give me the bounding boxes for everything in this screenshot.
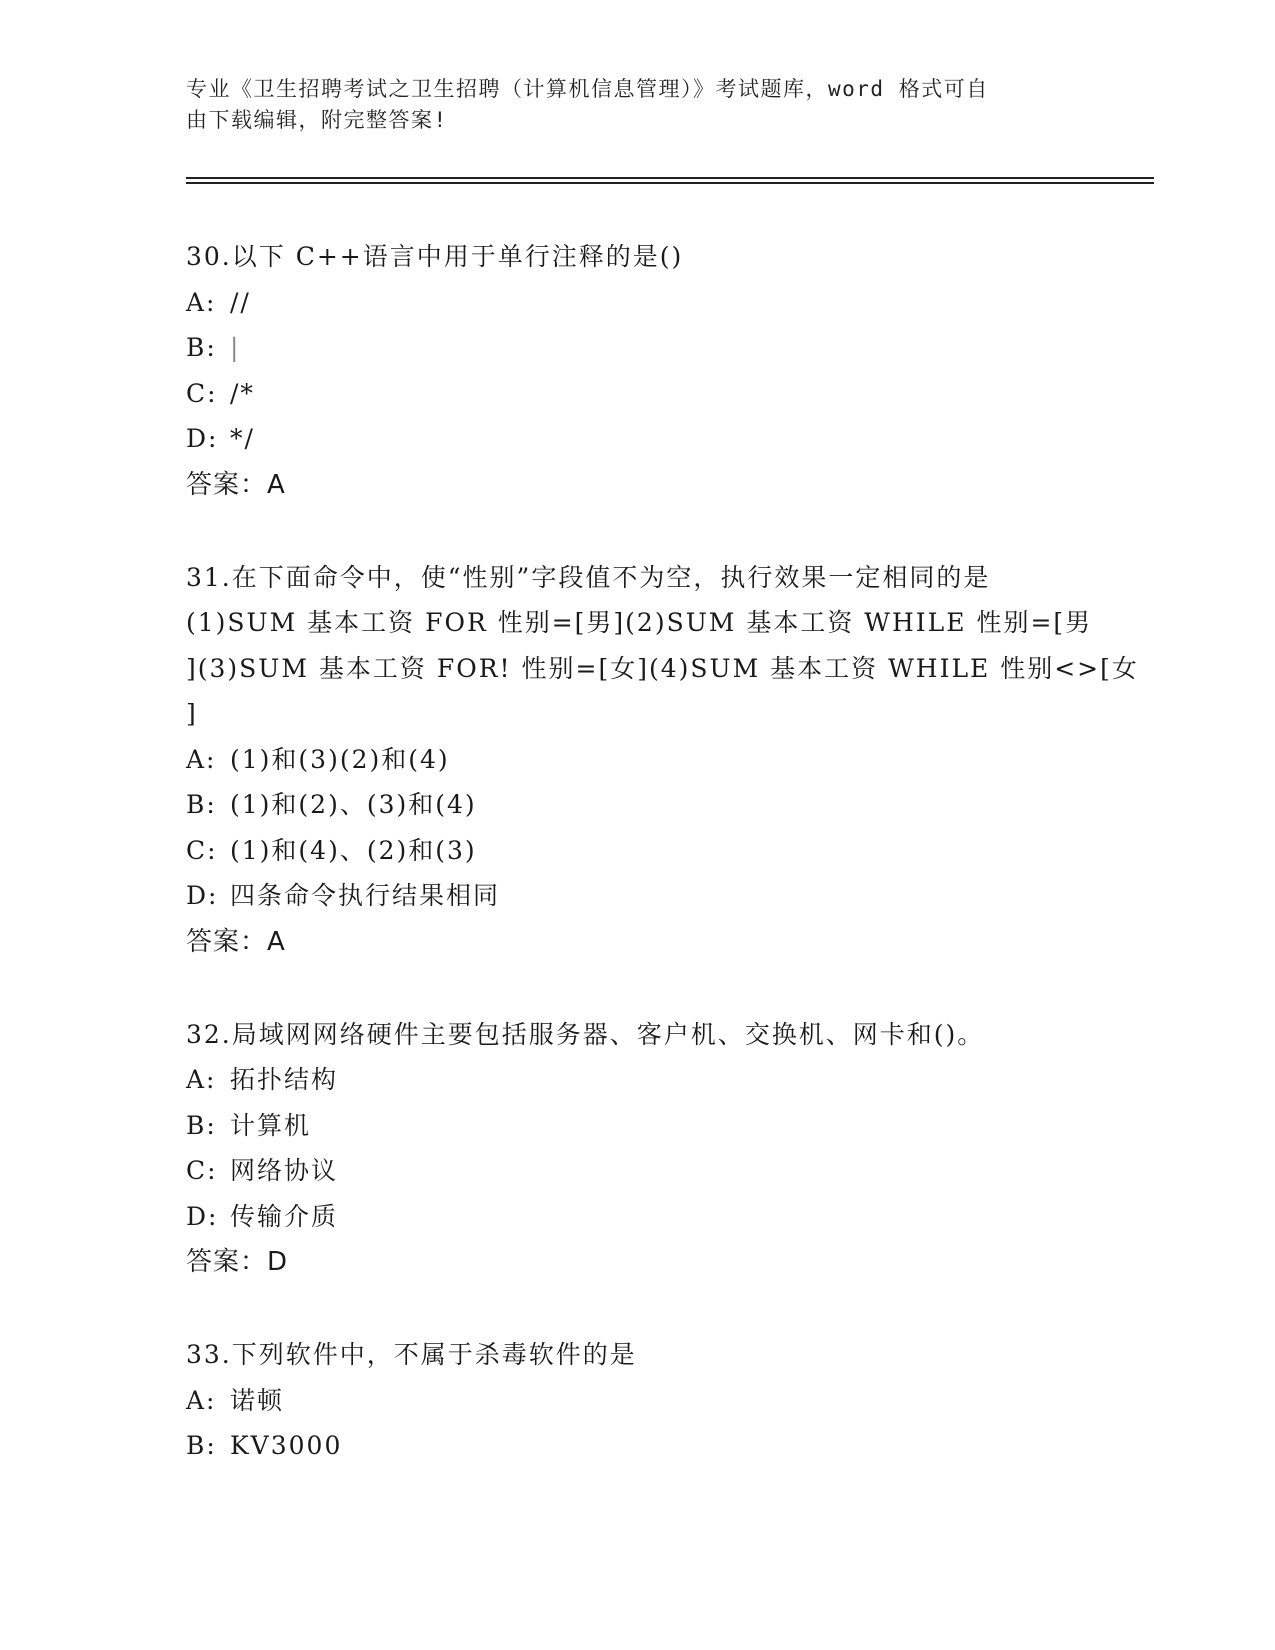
question-line: 33.下列软件中，不属于杀毒软件的是	[186, 1340, 637, 1369]
option-b	[186, 1103, 1086, 1149]
header-line: 专业《卫生招聘考试之卫生招聘（计算机信息管理）》考试题库，word 格式可自	[186, 77, 989, 101]
option-text: (1)和(2)、(3)和(4)	[230, 790, 477, 819]
option-key: C:	[186, 378, 218, 408]
question-line: 31.在下面命令中，使“性别”字段值不为空，执行效果一定相同的是	[186, 562, 991, 592]
option-text: */	[230, 424, 255, 453]
option-b	[186, 782, 1086, 828]
option-key: B:	[186, 790, 217, 819]
question-text	[186, 555, 1139, 737]
option-b	[186, 325, 1086, 371]
option-key: B:	[186, 1431, 217, 1460]
option-a	[186, 280, 1086, 326]
header-line: 由下载编辑，附完整答案!	[186, 108, 448, 132]
option-a	[186, 1057, 1086, 1103]
answer-line: 答案：A	[186, 469, 286, 500]
option-key: D:	[186, 881, 219, 910]
option-d	[186, 1194, 1086, 1240]
question-line: 30.以下 C++语言中用于单行注释的是()	[186, 242, 684, 271]
header-divider-top	[186, 177, 1154, 179]
question-line: ]	[186, 699, 198, 728]
option-a	[186, 1378, 1086, 1424]
question-line: (1)SUM 基本工资 FOR 性别=[男](2)SUM 基本工资 WHILE 性别=[男	[186, 608, 1093, 637]
option-b	[186, 1423, 1086, 1469]
option-a	[186, 737, 1086, 783]
option-key: D:	[186, 424, 219, 453]
answer-line: 答案：A	[186, 926, 286, 957]
option-text: 计算机	[230, 1110, 312, 1140]
option-text: 传输介质	[230, 1201, 339, 1231]
option-text: (1)和(3)(2)和(4)	[230, 744, 450, 774]
option-d	[186, 416, 1086, 462]
option-key: A:	[186, 744, 217, 774]
option-text: (1)和(4)、(2)和(3)	[230, 835, 477, 865]
option-key: C:	[186, 1156, 218, 1185]
option-key: C:	[186, 835, 218, 865]
option-key: A:	[186, 287, 217, 317]
question-line: 32.局域网网络硬件主要包括服务器、客户机、交换机、网卡和()。	[186, 1019, 985, 1049]
header-divider-bottom	[186, 182, 1154, 184]
question-list	[186, 234, 1139, 1516]
question-30	[186, 234, 1086, 508]
question-33	[186, 1332, 1086, 1469]
option-d	[186, 873, 1086, 919]
question-text	[186, 234, 1086, 280]
option-c	[186, 371, 1086, 417]
option-text: 四条命令执行结果相同	[230, 881, 501, 910]
question-text	[186, 1332, 1086, 1378]
question-32	[186, 1012, 1086, 1286]
option-text: KV3000	[230, 1431, 343, 1460]
question-31	[186, 555, 1139, 965]
option-key: B:	[186, 1110, 217, 1140]
option-text: 拓扑结构	[230, 1065, 339, 1094]
option-text: |	[230, 333, 241, 362]
question-text	[186, 1012, 1086, 1058]
option-key: A:	[186, 1385, 217, 1415]
option-c	[186, 828, 1086, 874]
question-line: ](3)SUM 基本工资 FOR! 性别=[女](4)SUM 基本工资 WHILE 性别<>[女	[186, 653, 1139, 683]
document-header	[186, 74, 1086, 136]
option-key: D:	[186, 1201, 219, 1231]
option-c	[186, 1148, 1086, 1194]
option-key: B:	[186, 333, 217, 362]
option-text: /*	[230, 378, 255, 408]
option-text: 网络协议	[230, 1156, 339, 1185]
option-key: A:	[186, 1065, 217, 1094]
option-text: //	[230, 287, 251, 317]
option-text: 诺顿	[230, 1385, 285, 1415]
answer-line: 答案：D	[186, 1247, 289, 1277]
